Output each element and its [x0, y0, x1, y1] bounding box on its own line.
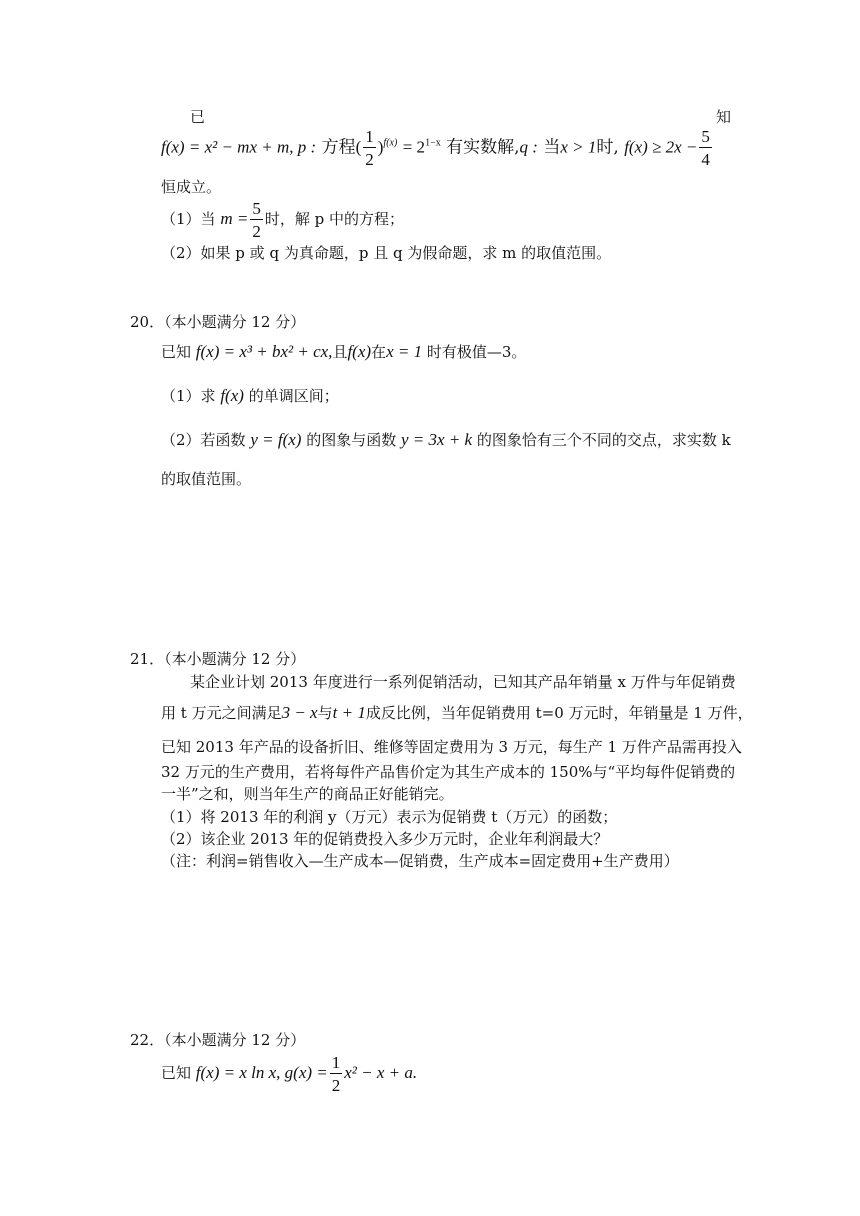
q20-part1: [161, 386, 339, 406]
q22-header: 22．（本小题满分 12 分）: [130, 1031, 306, 1049]
q19-yi: 已: [190, 108, 206, 126]
q20-given-math: f(x) = x³ + bx² + cx,: [195, 342, 333, 361]
q21-line2: [161, 703, 753, 723]
q20-given-x1: x = 1: [386, 342, 423, 361]
q20-part1-fx: f(x): [220, 386, 244, 405]
q20-part2-mid: 的图象与函数: [306, 431, 397, 449]
q21-part1: （1）将 2013 年的利润 y（万元）表示为促销费 t（万元）的函数；: [161, 808, 618, 826]
q19-has-root: 有实数解,: [446, 137, 520, 158]
q20-part1-prefix: （1）求: [161, 387, 216, 405]
q20-given: [161, 342, 526, 362]
q20-part1-suffix: 的单调区间；: [248, 387, 339, 405]
q21-line2-a: 用 t 万元之间满足: [161, 704, 282, 722]
q21-header: 21．（本小题满分 12 分）: [130, 650, 306, 668]
q19-frac-54: $\frac{5}{4}$: [701, 127, 710, 169]
q19-part2: （2）如果 p 或 q 为真命题，p 且 q 为假命题，求 m 的取值范围。: [161, 244, 612, 262]
q20-given-prefix: 已知: [161, 343, 192, 361]
q20-part2-y2: y = 3x + k: [401, 430, 473, 449]
q21-line4: 32 万元的生产费用，若将每件产品售价定为其生产成本的 150%与“平均每件促销费的: [161, 763, 736, 781]
q20-part2-suffix: 的图象恰有三个不同的交点，求实数 k: [476, 431, 731, 449]
q19-hengchengli: 恒成立。: [161, 178, 222, 196]
q21-line3: 已知 2013 年产品的设备折旧、维修等固定费用为 3 万元，每生产 1 万件产品需再投入: [161, 738, 742, 756]
q20-part2-prefix: （2）若函数: [161, 431, 246, 449]
q20-header: 20．（本小题满分 12 分）: [130, 313, 306, 331]
q19-shi: 时,: [596, 137, 619, 158]
q19-part1-suffix: 时，解 p 中的方程；: [264, 210, 404, 228]
q22-given-prefix: 已知: [161, 1064, 192, 1082]
q19-exp-fx: f(x): [383, 137, 398, 149]
q22-given-math1: f(x) = x ln x, g(x) =: [195, 1063, 328, 1082]
q19-frac-half: $\frac{1}{2}$: [365, 127, 374, 169]
q19-part1-prefix: （1）当: [161, 210, 216, 228]
q22-frac-half: $\frac{1}{2}$: [331, 1053, 341, 1095]
q19-part1: [161, 200, 404, 240]
q20-given-qie: 且: [332, 343, 348, 361]
q19-eq-rhs: = 2: [402, 137, 426, 157]
q21-line2-m1: 3 − x: [281, 703, 318, 722]
q19-fangcheng: 方程: [321, 137, 356, 158]
q19-dang: 当: [543, 137, 561, 158]
q22-given: [161, 1054, 417, 1094]
q19-exp-rhs: 1−x: [425, 137, 441, 149]
q19-condition-line: f(x) = x² − mx + m, p : 方程( $\frac{1}{2}$ )$^{f(x)} = 2^{1-x}$ 有实数解,q : 当x > 1时, f(x) ≥ 2x − $\frac{5}{4}$: [161, 127, 710, 169]
q20-given-fx: f(x): [347, 342, 372, 361]
q21-line2-b: 成反比例，当年促销费用 t=0 万元时，年销量是 1 万件，: [365, 704, 753, 722]
q19-x-gt-1: x > 1: [560, 137, 597, 157]
q21-line2-yu: 与: [317, 704, 333, 722]
q19-zhi: 知: [716, 108, 732, 126]
q19-frac-52: $\frac{5}{2}$: [252, 199, 261, 241]
q19-fx: f(x) = x² − mx + m, p :: [161, 137, 317, 157]
q20-part2-line2: 的取值范围。: [161, 470, 252, 488]
q19-ineq: f(x) ≥ 2x −: [624, 137, 698, 157]
q19-q-label: q :: [519, 137, 538, 157]
q21-note: （注：利润=销售收入—生产成本—促销费，生产成本=固定费用+生产费用）: [161, 852, 679, 870]
q21-line5: 一半”之和，则当年生产的商品正好能销完。: [161, 785, 454, 803]
q19-part1-m: m =: [220, 209, 249, 228]
q20-part2-y1: y = f(x): [250, 430, 302, 449]
q21-part2: （2）该企业 2013 年的促销费投入多少万元时，企业年利润最大？: [161, 830, 609, 848]
q20-part2: [161, 430, 731, 450]
q20-given-suffix: 时有极值—3。: [426, 343, 527, 361]
q21-line2-m2: t + 1: [332, 703, 366, 722]
q21-line1: 某企业计划 2013 年度进行一系列促销活动，已知其产品年销量 x 万件与年促销费: [190, 673, 736, 691]
q20-given-zai: 在: [371, 343, 387, 361]
q22-given-math2: x² − x + a.: [344, 1063, 418, 1082]
